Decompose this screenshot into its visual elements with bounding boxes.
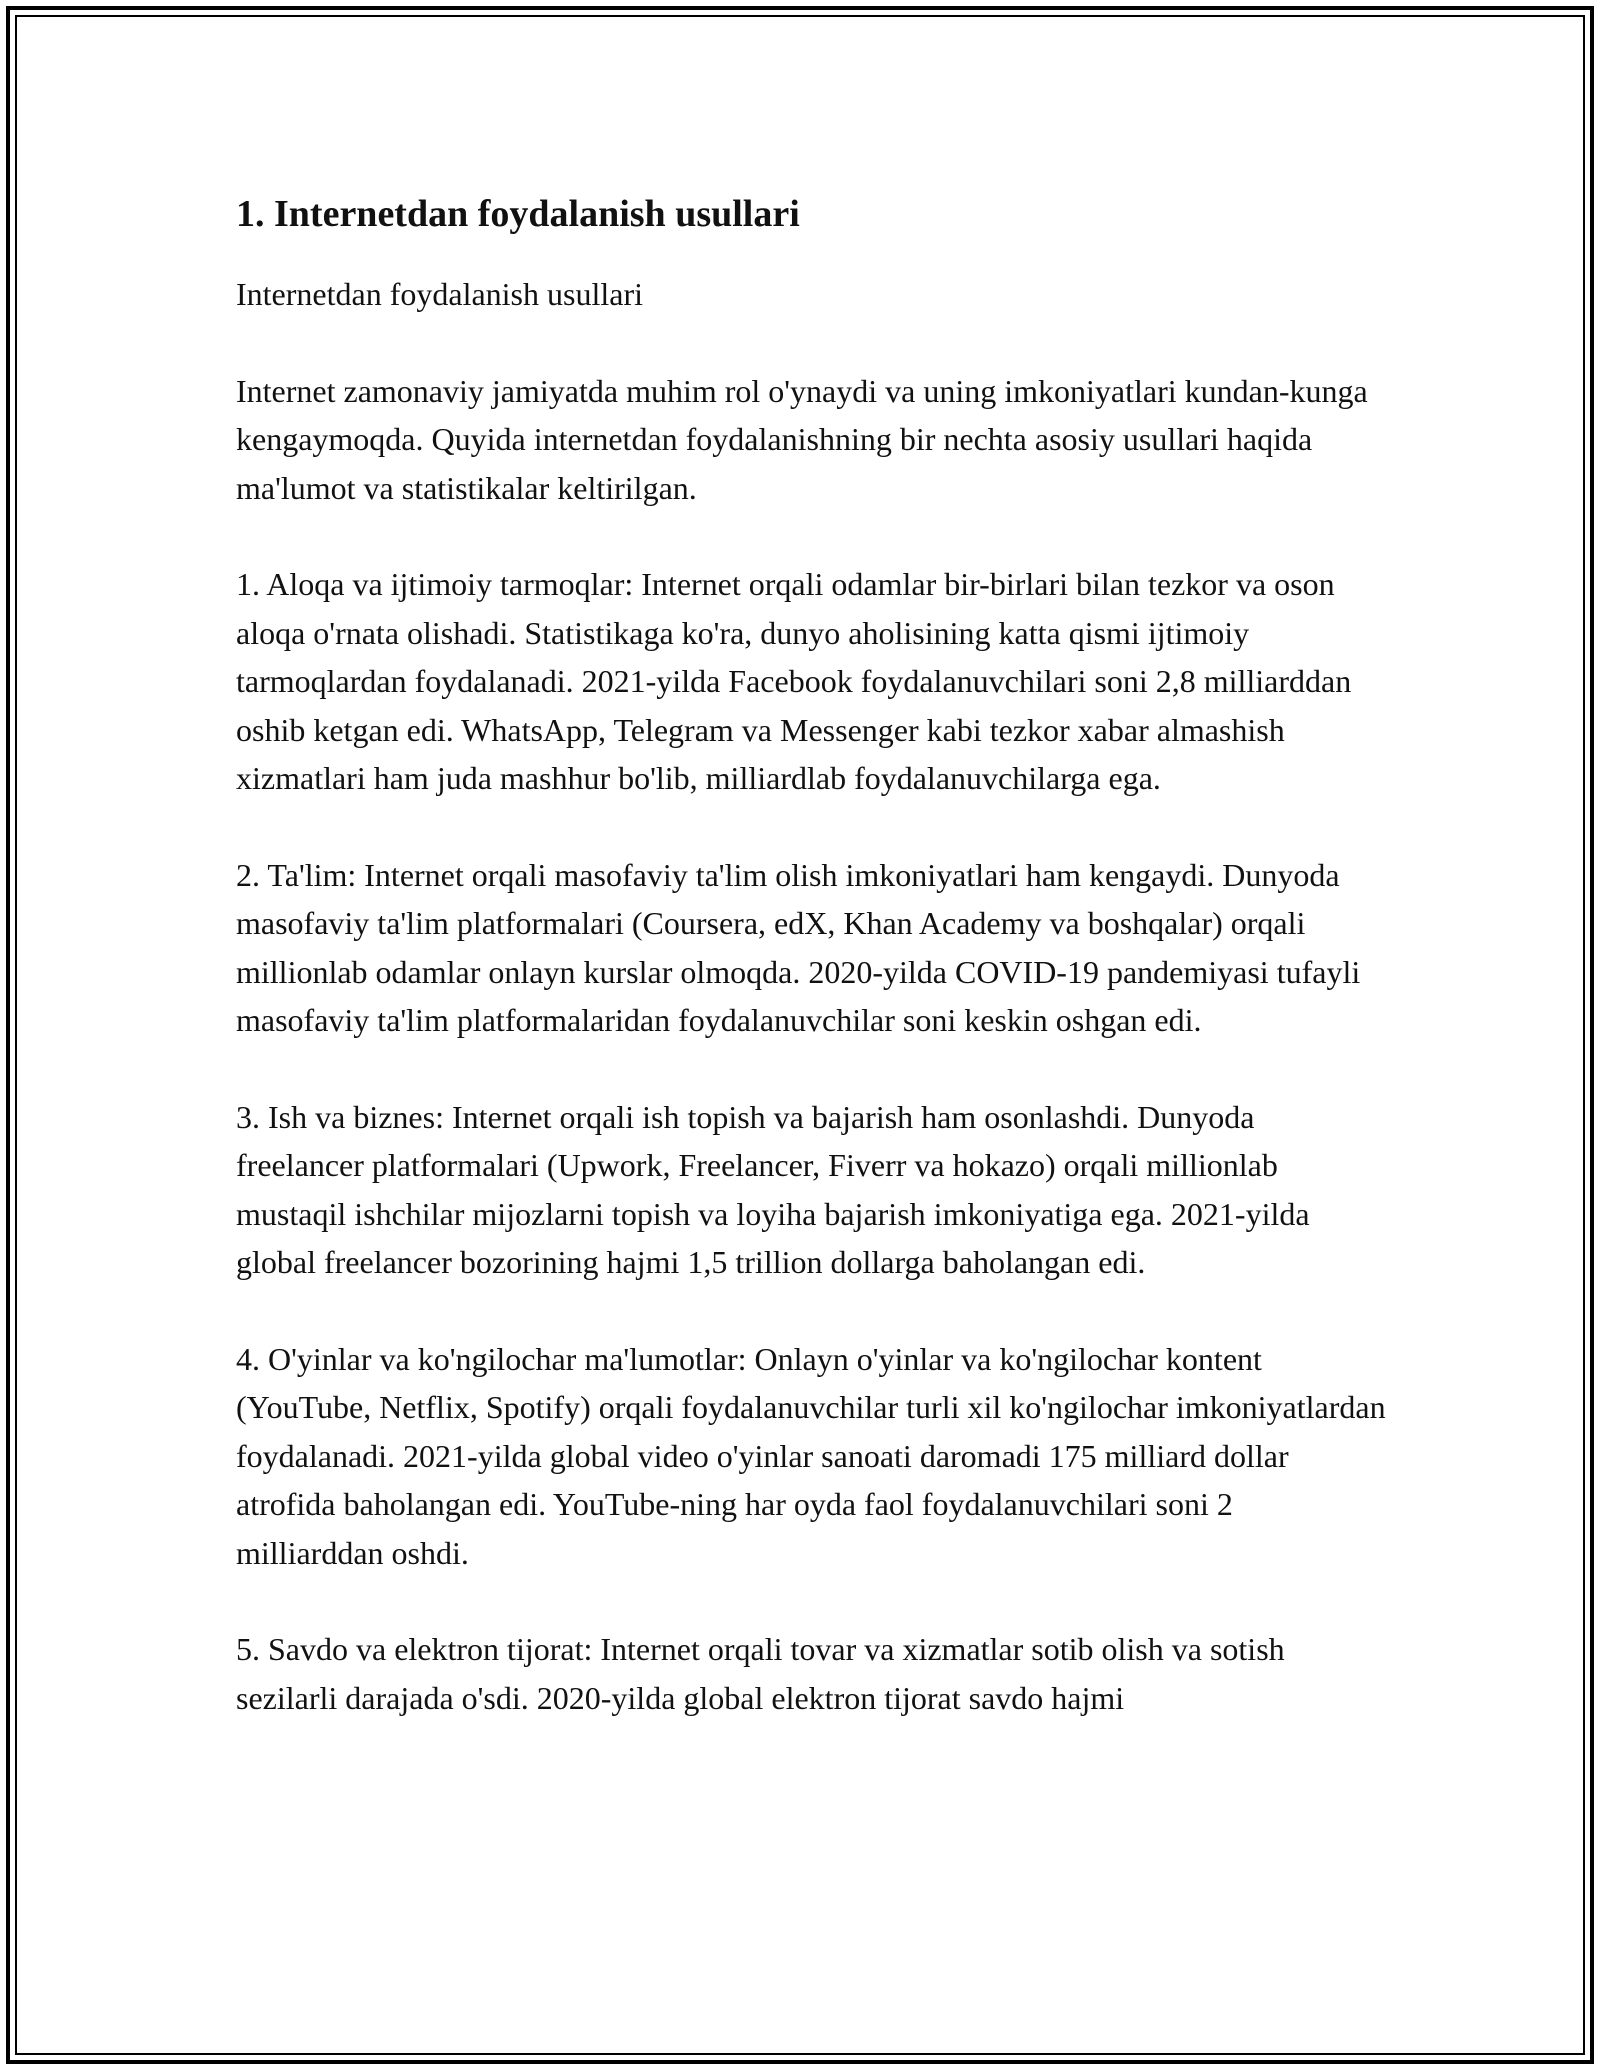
document-subtitle: Internetdan foydalanish usullari <box>236 276 643 312</box>
paragraph-education: 2. Ta'lim: Internet orqali masofaviy ta'lim olish imkoniyatlari ham kengaydi. Dunyoda masofaviy ta'lim platformalari (Coursera, edX, Khan Academy va boshqalar) orqali millionlab odamlar onlayn kurslar olmoqda. 2020-yilda COVID-19 pandemiyasi tufayli masofaviy ta'lim platformalaridan foydalanuvchilar soni keskin oshgan edi. <box>236 856 1361 1038</box>
paragraph-communication: 1. Aloqa va ijtimoiy tarmoqlar: Internet orqali odamlar bir-birlari bilan tezkor va oson aloqa o'rnata olishadi. Statistikaga ko'ra, dunyo aholisining katta qismi ijtimoiy tarmoqlardan foydalanadi. 2021-yilda Facebook foydalanuvchilari soni 2,8 milliarddan oshib ketgan edi. WhatsApp, Telegram va Messenger kabi tezkor xabar almashish xizmatlari ham juda mashhur bo'lib, milliardlab foydalanuvchilarga ega. <box>236 566 1352 796</box>
document-body <box>236 186 1386 1770</box>
paragraph-entertainment: 4. O'yinlar va ko'ngilochar ma'lumotlar: Onlayn o'yinlar va ko'ngilochar kontent (YouTube, Netflix, Spotify) orqali foydalanuvchilar turli xil ko'ngilochar imkoniyatlardan foydalanadi. 2021-yilda global video o'yinlar sanoati daromadi 175 milliard dollar atrofida baholangan edi. YouTube-ning har oyda faol foydalanuvchilari soni 2 milliarddan oshdi. <box>236 1340 1386 1571</box>
document-title: 1. Internetdan foydalanish usullari <box>236 193 800 235</box>
paragraph-work-business: 3. Ish va biznes: Internet orqali ish topish va bajarish ham osonlashdi. Dunyoda freelancer platformalari (Upwork, Freelancer, Fiverr va hokazo) orqali millionlab mustaqil ishchilar mijozlarni topish va loyiha bajarish imkoniyatiga ega. 2021-yilda global freelancer bozorining hajmi 1,5 trillion dollarga baholangan edi. <box>236 1098 1310 1280</box>
paragraph-intro: Internet zamonaviy jamiyatda muhim rol o'ynaydi va uning imkoniyatlari kundan-kunga kengaymoqda. Quyida internetdan foydalanishning bir nechta asosiy usullari haqida ma'lumot va statistikalar keltirilgan. <box>236 372 1368 506</box>
paragraph-ecommerce: 5. Savdo va elektron tijorat: Internet orqali tovar va xizmatlar sotib olish va sotish sezilarli darajada o'sdi. 2020-yilda global elektron tijorat savdo hajmi <box>236 1631 1285 1716</box>
